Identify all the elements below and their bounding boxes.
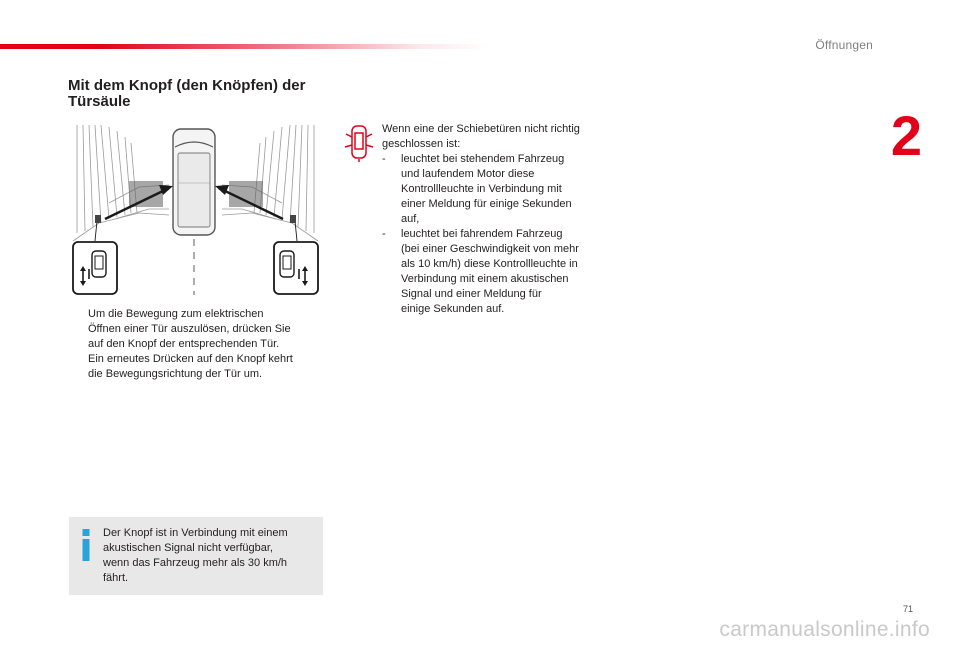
text-line: einige Sekunden auf. — [401, 303, 505, 315]
van-top-view — [173, 129, 215, 235]
text-line: und laufendem Motor diese — [401, 168, 535, 180]
info-text — [103, 526, 313, 586]
text-line: (bei einer Geschwindigkeit von mehr — [401, 243, 579, 255]
text-line: Öffnen einer Tür auszulösen, drücken Sie — [88, 323, 291, 335]
page-number: 71 — [903, 604, 914, 614]
chapter-number: 2 — [890, 104, 922, 167]
right-seat-shading — [229, 181, 263, 207]
page-heading — [68, 78, 348, 110]
text-line: auf den Knopf der entsprechenden Tür. — [88, 338, 280, 350]
text-line: fährt. — [103, 572, 129, 584]
chapter-color-bar — [0, 44, 490, 49]
text-line: einer Meldung für einige Sekunden — [401, 198, 572, 210]
text-line: leuchtet bei fahrendem Fahrzeug — [401, 228, 563, 240]
text-line: auf, — [401, 213, 420, 225]
info-box — [69, 517, 323, 595]
text-line: Um die Bewegung zum elektrischen — [88, 308, 264, 320]
text-line: Der Knopf ist in Verbindung mit einem — [103, 527, 288, 539]
dash-item-text — [401, 227, 612, 317]
warning-text — [382, 122, 612, 317]
list-item — [382, 227, 612, 317]
text-line: Wenn eine der Schiebetüren nicht richtig — [382, 123, 580, 135]
right-door-button — [290, 215, 296, 223]
right-button-icon — [274, 242, 318, 294]
info-icon — [81, 529, 91, 561]
text-line: geschlossen ist: — [382, 138, 461, 150]
dash-symbol: - — [382, 153, 386, 165]
right-leader-line — [295, 221, 297, 241]
list-item — [382, 152, 612, 227]
door-button-illustration — [69, 123, 322, 298]
dash-item-text — [401, 152, 612, 227]
bullet-text — [88, 307, 331, 352]
left-button-icon — [73, 242, 117, 294]
bullet-symbol — [69, 307, 88, 352]
dash-symbol: - — [382, 228, 386, 240]
sliding-door-warning-icon — [343, 123, 375, 163]
section-title: Öffnungen — [815, 38, 873, 52]
watermark: carmanualsonline.info — [719, 618, 930, 641]
bullet-text — [88, 352, 331, 382]
left-leader-line — [95, 221, 97, 241]
text-line: Signal und einer Meldung für — [401, 288, 542, 300]
heading-line: Türsäule — [68, 93, 131, 110]
heading-line: Mit dem Knopf (den Knöpfen) der — [68, 77, 306, 94]
instruction-list — [69, 307, 331, 382]
text-line: die Bewegungsrichtung der Tür um. — [88, 368, 263, 380]
left-door-button — [95, 215, 101, 223]
text-line: als 10 km/h) diese Kontrollleuchte in — [401, 258, 578, 270]
text-line: akustischen Signal nicht verfügbar, — [103, 542, 273, 554]
text-line: Verbindung mit einem akustischen — [401, 273, 569, 285]
bullet-symbol — [69, 352, 88, 382]
van-top-view-illustration — [69, 123, 322, 298]
text-line: Kontrollleuchte in Verbindung mit — [401, 183, 562, 195]
text-line: leuchtet bei stehendem Fahrzeug — [401, 153, 565, 165]
list-item — [69, 307, 331, 352]
text-line: Ein erneutes Drücken auf den Knopf kehrt — [88, 353, 293, 365]
list-item — [69, 352, 331, 382]
text-line: wenn das Fahrzeug mehr als 30 km/h — [103, 557, 288, 569]
